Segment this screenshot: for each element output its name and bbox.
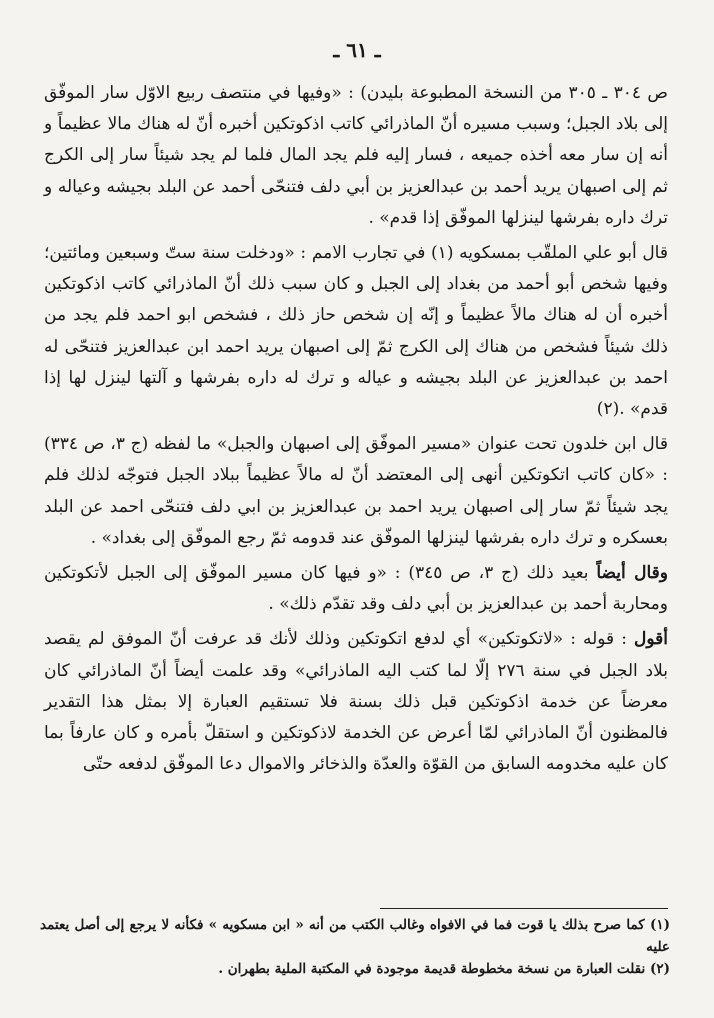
paragraph-ibn-khaldun-second	[44, 558, 668, 620]
paragraph-text: قال أبو علي الملقّب بمسكويه (١) في تجارب الامم : «ودخلت سنة ستّ وسبعين ومائتين؛ وفيها شخص أبو أحمد من بغداد إلى الجبل و كان سبب ذلك أنّ الماذرائي كاتب اذكوتكين أخبره أن له هناك مالاً عظيماً و إنّه إن شخص حاز ذلك ، فشخص ابو احمد فلم يجد من ذلك شيئاً فشخص من هناك إلى الكرج ثمّ إلى اصبهان يريد احمد ابن عبدالعزيز فتنحّى له احمد بن عبدالعزيز عن البلد بجيشه و عياله و ترك له داره بفرشها و آلتها لينزل لها إذا قدم» .(٢)	[44, 243, 668, 420]
paragraph-lead: وقال أيضاً	[596, 563, 668, 584]
page-number: ـ ٦١ ـ	[333, 38, 381, 62]
footnote-2: (٢) نقلت العبارة من نسخة مخطوطة قديمة موجودة في المكتبة الملية بطهران .	[218, 961, 670, 977]
footnote-1: (١) كما صرح بذلك يا قوت فما في الافواه وغالب الكتب من أنه « ابن مسكويه » فكأنه لا يرجع إلى أصل يعتمد عليه	[40, 917, 670, 955]
paragraph-miskawayh-quote	[44, 238, 668, 425]
paragraph-author-comment	[44, 624, 668, 780]
paragraph-ibn-khaldun-quote	[44, 429, 668, 554]
body-text	[44, 78, 668, 780]
paragraph-text: قال ابن خلدون تحت عنوان «مسير الموفّق إلى اصبهان والجبل» ما لفظه (ج ٣، ص ٣٣٤) : «كان كاتب اتكوتكين أنهى إلى المعتضد أنّ له مالاً عظيماً ببلاد الجبل فتوجّه لذلك فلم يجد شيئاً ثمّ سار إلى اصبهان يريد احمد بن عبدالعزيز بن ابي دلف فتنحّى احمد عن البلد بعسكره و ترك داره بفرشها لينزلها الموفّق عند قدومه ثمّ رجع الموفّق إلى بغداد» .	[44, 434, 668, 548]
paragraph-text: : قوله : «لاتكوتكين» أي لدفع اتكوتكين وذلك لأنك قد عرفت أنّ الموفق لم يقصد بلاد الجبل في سنة ٢٧٦ إلّا لما كتب اليه الماذرائي» وقد علمت أيضاً أنّ الماذرائي كان معرضاً عن خدمة اذكوتكين قبل ذلك بسنة فلا تستقيم العبارة إلا بمثل هذا التقدير فالمظنون أنّ الماذرائي لمّا أعرض عن الخدمة لاذكوتكين و استقلّ بأمره و كان عارفاً بما كان عليه مخدومه السابق من القوّة والعدّة والذخائر والاموال دعا الموفّق لدفعه حتّى	[44, 629, 668, 775]
footnote-divider	[380, 908, 668, 909]
paragraph-lead: أقول	[634, 629, 668, 650]
paragraph-text: بعيد ذلك (ج ٣، ص ٣٤٥) : «و فيها كان مسير الموفّق إلى الجبل لأتكوتكين ومحاربة أحمد بن عبدالعزيز بن أبي دلف وقد تقدّم ذلك» .	[44, 563, 668, 615]
paragraph-text: ص ٣٠٤ ـ ٣٠٥ من النسخة المطبوعة بليدن) : «وفيها في منتصف ربيع الاوّل سار الموفّق إلى بلاد الجبل؛ وسبب مسيره أنّ الماذرائي كاتب اذكوتكين أخبره أنّ له هناك مالا عظيماً و أنه إن سار معه أخذه جميعه ، فسار إليه فلم يجد المال فلما لم يجد شيئاً سار إلى الكرج ثم إلى اصبهان يريد أحمد بن عبدالعزيز بن أبي دلف فتنحّى أحمد عن البلد بجيشه وعياله و ترك داره بفرشها لينزلها الموفّق إذا قدم» .	[44, 83, 668, 228]
paragraph-ibn-athir-quote	[44, 78, 668, 234]
footnotes	[40, 914, 670, 980]
